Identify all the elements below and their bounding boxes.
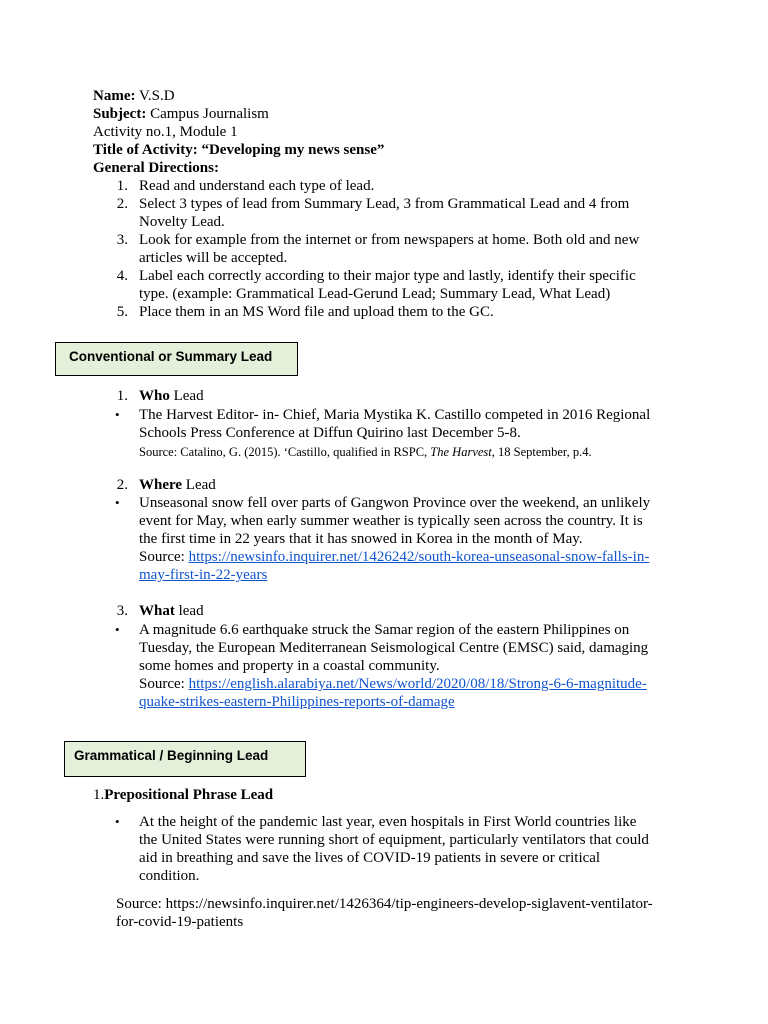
- name-label: Name:: [93, 88, 136, 104]
- where-lead-source: Source: https://newsinfo.inquirer.net/1426242/south-korea-unseasonal-snow-falls-in-: [139, 549, 650, 565]
- general-directions-heading: General Directions:: [93, 160, 219, 176]
- document-page: Name: V.S.D Subject: Campus Journalism Activity no.1, Module 1 Title of Activity: “Developing my news sense” General Directions: 1. Read and understand each type of lead. 2. Select 3 types of lead from Summary Lead, 3 from Grammatical Lead and 4 from Novelty Lead. 3. Look for example from the internet or from newspapers at home. Both old and new articles will be accepted. 4. Label each correctly according to their major type and lastly, identify their specific type. (example: Grammatical Lead-Gerund Lead; Summary Lead, What Lead) 5. Place them in an MS Word file and upload them to the GC. Conventional or Summary Lead 1. Who Lead • The Harvest Editor- in- Chief, Maria Mystika K. Castillo competed in 2016 Regional Schools Press Conference at Diffun Quirino last December 5-8. Source: Catalino, G. (2015). ‘Castillo, qualified in RSPC, The Harvest, 18 September, p.4. 2. Where Lead • Unseasonal snow fell over parts of Gangwon Province over the weekend, an unlikely event for May, when early summer weather is typically seen across the country. It is the first time in 22 years that it has snowed in Korea in the month of May. Source: https://newsinfo.inquirer.net/1426242/south-korea-unseasonal-snow-falls-in- may-first-in-22-years 3. What lead • A magnitude 6.6 earthquake struck the Samar region of the eastern Philippines on Tuesday, the European Mediterranean Seismological Centre (EMSC) said, damaging some homes and property in a coastal community. Source: https://english.alarabiya.net/News/world/2020/08/18/Strong-6-6-magnitude- quake-strikes-eastern-Philippines-reports-of-damage Grammatical / Beginning Lead 1.Prepositional Phrase Lead • At the height of the pandemic last year, even hospitals in First World countries like the United States were running short of equipment, particularly ventilators that could aid in breathing and save the lives of COVID-19 patients in severe or critical condition. Source: https://newsinfo.inquirer.net/1426364/tip-engineers-develop-siglavent-ventilator- for-covid-19-patients: [0, 0, 768, 1024]
- subject-line: [93, 105, 269, 123]
- where-source-link-cont[interactable]: may-first-in-22-years: [139, 567, 268, 583]
- bullet-icon: •: [115, 814, 120, 829]
- subject-label: Subject:: [93, 106, 147, 122]
- name-line: [93, 87, 175, 105]
- prepositional-lead-heading: 1.Prepositional Phrase Lead: [93, 787, 274, 803]
- bullet-icon: •: [115, 495, 120, 510]
- bullet-icon: •: [115, 622, 120, 637]
- bullet-icon: •: [115, 407, 120, 422]
- section-summary-lead-title: Conventional or Summary Lead: [69, 349, 273, 364]
- what-lead-source: Source: https://english.alarabiya.net/News/world/2020/08/18/Strong-6-6-magnitude-: [139, 676, 647, 692]
- activity-title: Title of Activity: “Developing my news sense”: [93, 142, 385, 158]
- prepositional-lead-source: Source: https://newsinfo.inquirer.net/1426364/tip-engineers-develop-siglavent-ventilator-: [116, 896, 653, 912]
- name-value: V.S.D: [135, 88, 175, 104]
- section-grammatical-lead-title: Grammatical / Beginning Lead: [74, 748, 269, 763]
- who-lead-source: Source: Catalino, G. (2015). ‘Castillo, qualified in RSPC, The Harvest, 18 September, p.4.: [139, 445, 592, 459]
- activity-line: Activity no.1, Module 1: [93, 124, 238, 140]
- subject-value: Campus Journalism: [146, 106, 269, 122]
- prepositional-lead-source-cont: for-covid-19-patients: [116, 914, 244, 930]
- section-grammatical-lead-box: [64, 741, 306, 777]
- where-source-link[interactable]: https://newsinfo.inquirer.net/1426242/south-korea-unseasonal-snow-falls-in-: [188, 549, 650, 565]
- what-source-link[interactable]: https://english.alarabiya.net/News/world/2020/08/18/Strong-6-6-magnitude-: [188, 676, 647, 692]
- what-source-link-cont[interactable]: quake-strikes-eastern-Philippines-reports-of-damage: [139, 694, 455, 710]
- section-summary-lead-box: [55, 342, 298, 376]
